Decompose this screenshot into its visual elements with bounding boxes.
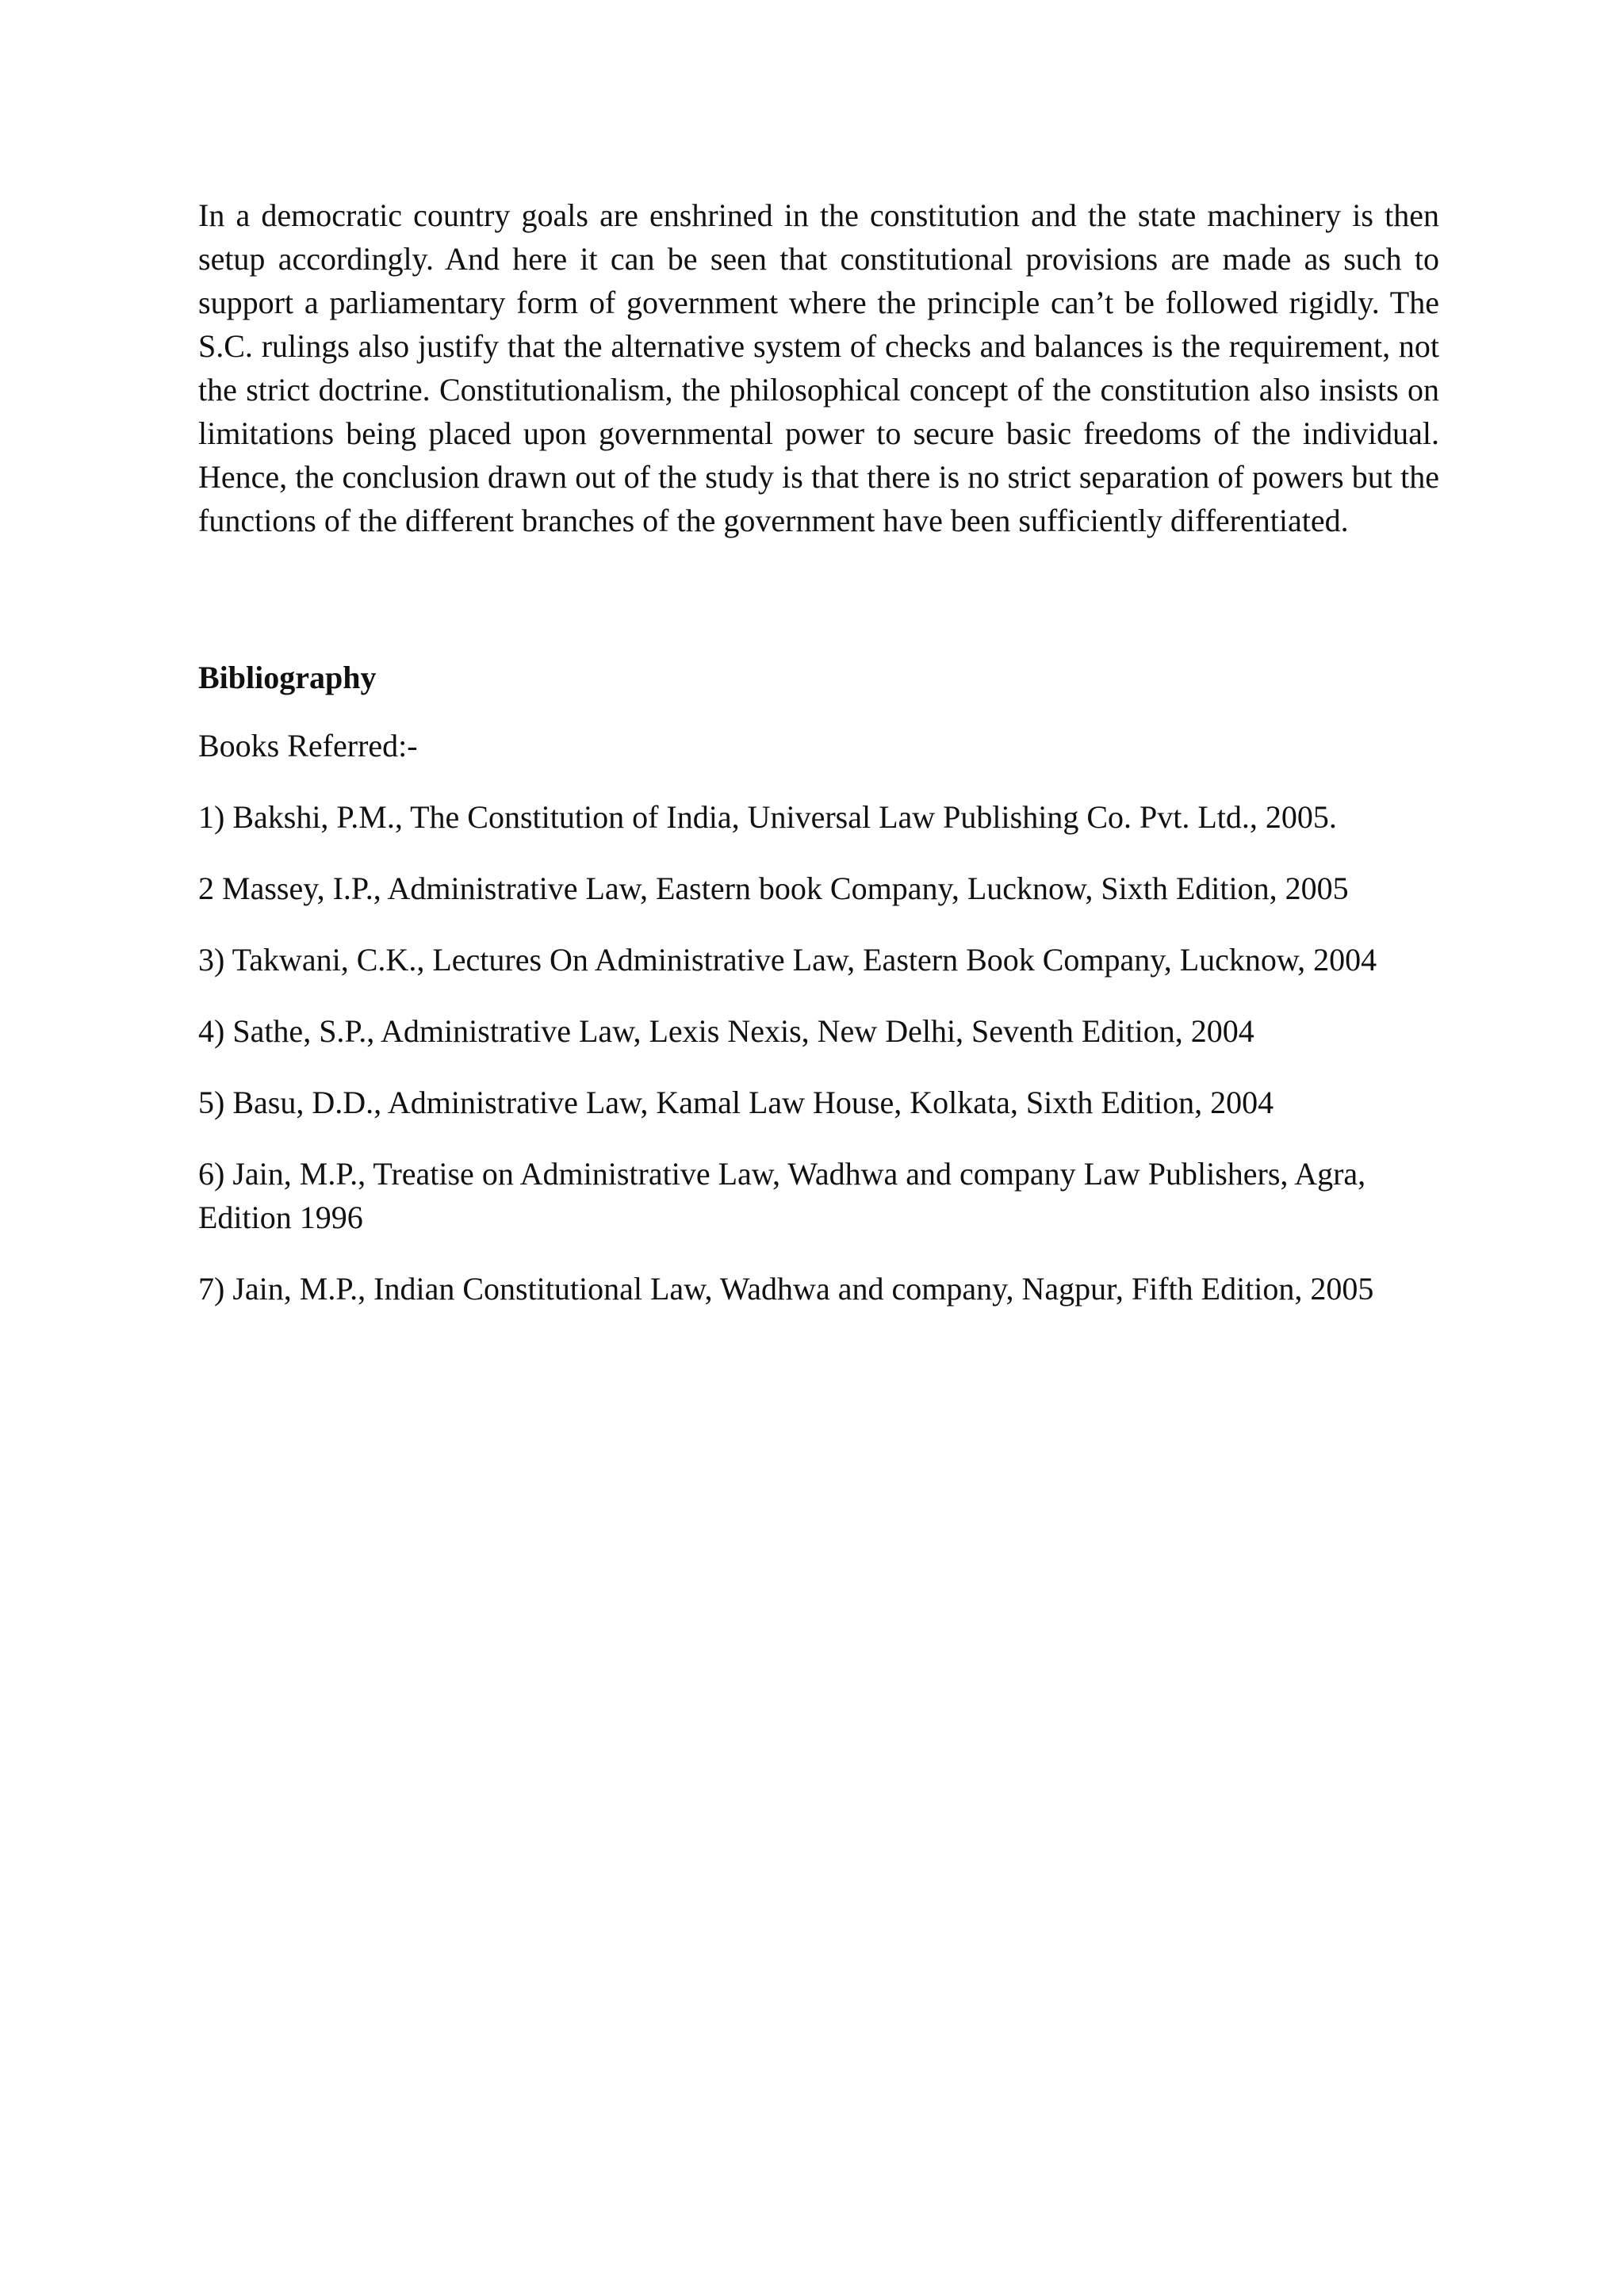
books-referred-label: Books Referred:- <box>198 728 418 763</box>
book-entry-2: 2 Massey, I.P., Administrative Law, Eastern book Company, Lucknow, Sixth Edition, 2005 <box>198 871 1349 906</box>
book-list <box>198 795 1439 1311</box>
book-entry-7: 7) Jain, M.P., Indian Constitutional Law, Wadhwa and company, Nagpur, Fifth Edition, 2005 <box>198 1271 1374 1307</box>
book-entry-6: 6) Jain, M.P., Treatise on Administrative Law, Wadhwa and company Law Publishers, Agra, Edition 1996 <box>198 1156 1366 1235</box>
book-entry-5: 5) Basu, D.D., Administrative Law, Kamal Law House, Kolkata, Sixth Edition, 2004 <box>198 1085 1274 1120</box>
conclusion-paragraph: In a democratic country goals are enshrined in the constitution and the state machinery is then setup accordingly. And here it can be seen that constitutional provisions are made as such to support a parliamentary form of government where the principle can’t be followed rigidly. The S.C. rulings also justify that the alternative system of checks and balances is the requirement, not the strict doctrine. Constitutionalism, the philosophical concept of the constitution also insists on limitations being placed upon governmental power to secure basic freedoms of the individual. Hence, the conclusion drawn out of the study is that there is no strict separation of powers but the functions of the different branches of the government have been sufficiently differentiated. <box>198 197 1439 538</box>
book-entry-3: 3) Takwani, C.K., Lectures On Administrative Law, Eastern Book Company, Lucknow, 2004 <box>198 942 1377 978</box>
page-content <box>198 193 1439 1311</box>
bibliography-heading: Bibliography <box>198 660 377 695</box>
book-entry-4: 4) Sathe, S.P., Administrative Law, Lexis Nexis, New Delhi, Seventh Edition, 2004 <box>198 1013 1254 1049</box>
book-entry-1: 1) Bakshi, P.M., The Constitution of India, Universal Law Publishing Co. Pvt. Ltd., 2005. <box>198 799 1337 835</box>
